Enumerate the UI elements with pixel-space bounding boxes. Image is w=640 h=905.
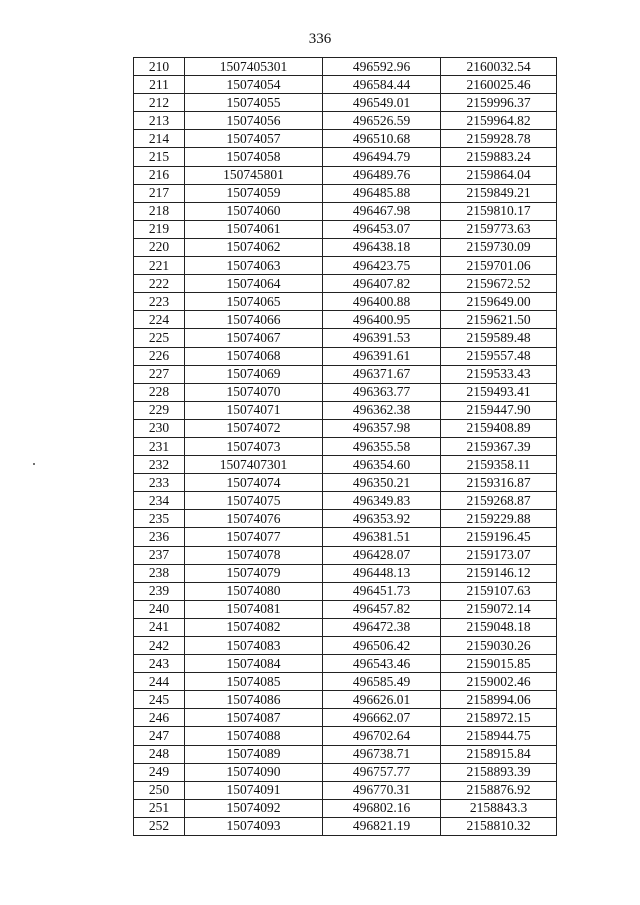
point-id-cell: 15074092 [185,799,323,817]
y-coordinate-cell: 2159048.18 [441,618,557,636]
row-number-cell: 250 [134,781,185,799]
table-row [134,58,557,76]
x-coordinate-cell: 496738.71 [323,745,441,763]
table-row [134,673,557,691]
x-coordinate-cell: 496438.18 [323,238,441,256]
point-id-cell: 15074080 [185,582,323,600]
point-id-cell: 15074063 [185,257,323,275]
point-id-cell: 15074061 [185,220,323,238]
table-row [134,691,557,709]
point-id-cell: 15074085 [185,673,323,691]
x-coordinate-cell: 496407.82 [323,275,441,293]
x-coordinate-cell: 496626.01 [323,691,441,709]
table-row [134,637,557,655]
y-coordinate-cell: 2159621.50 [441,311,557,329]
y-coordinate-cell: 2158810.32 [441,817,557,835]
table-row [134,257,557,275]
row-number-cell: 227 [134,365,185,383]
table-row [134,275,557,293]
y-coordinate-cell: 2158893.39 [441,763,557,781]
row-number-cell: 218 [134,202,185,220]
x-coordinate-cell: 496353.92 [323,510,441,528]
row-number-cell: 242 [134,637,185,655]
row-number-cell: 245 [134,691,185,709]
point-id-cell: 15074072 [185,419,323,437]
table-row [134,799,557,817]
table-row [134,238,557,256]
row-number-cell: 219 [134,220,185,238]
y-coordinate-cell: 2159030.26 [441,637,557,655]
table-row [134,546,557,564]
row-number-cell: 224 [134,311,185,329]
table-row [134,600,557,618]
row-number-cell: 252 [134,817,185,835]
point-id-cell: 15074058 [185,148,323,166]
x-coordinate-cell: 496363.77 [323,383,441,401]
row-number-cell: 229 [134,401,185,419]
row-number-cell: 215 [134,148,185,166]
table-row [134,709,557,727]
y-coordinate-cell: 2160025.46 [441,76,557,94]
table-row [134,437,557,455]
table-row [134,383,557,401]
x-coordinate-cell: 496662.07 [323,709,441,727]
x-coordinate-cell: 496821.19 [323,817,441,835]
table-row [134,202,557,220]
point-id-cell: 15074071 [185,401,323,419]
row-number-cell: 239 [134,582,185,600]
point-id-cell: 15074066 [185,311,323,329]
point-id-cell: 15074054 [185,76,323,94]
stray-mark [33,463,35,465]
table-row [134,510,557,528]
y-coordinate-cell: 2159533.43 [441,365,557,383]
y-coordinate-cell: 2159002.46 [441,673,557,691]
point-id-cell: 15074070 [185,383,323,401]
x-coordinate-cell: 496400.95 [323,311,441,329]
y-coordinate-cell: 2159964.82 [441,112,557,130]
x-coordinate-cell: 496423.75 [323,257,441,275]
y-coordinate-cell: 2159773.63 [441,220,557,238]
x-coordinate-cell: 496543.46 [323,655,441,673]
row-number-cell: 213 [134,112,185,130]
row-number-cell: 241 [134,618,185,636]
x-coordinate-cell: 496585.49 [323,673,441,691]
point-id-cell: 1507405301 [185,58,323,76]
point-id-cell: 15074076 [185,510,323,528]
row-number-cell: 246 [134,709,185,727]
point-id-cell: 15074078 [185,546,323,564]
x-coordinate-cell: 496391.61 [323,347,441,365]
y-coordinate-cell: 2159196.45 [441,528,557,546]
y-coordinate-cell: 2159730.09 [441,238,557,256]
point-id-cell: 15074086 [185,691,323,709]
x-coordinate-cell: 496770.31 [323,781,441,799]
y-coordinate-cell: 2159072.14 [441,600,557,618]
point-id-cell: 15074055 [185,94,323,112]
x-coordinate-cell: 496451.73 [323,582,441,600]
table-row [134,727,557,745]
y-coordinate-cell: 2159173.07 [441,546,557,564]
point-id-cell: 15074091 [185,781,323,799]
point-id-cell: 15074059 [185,184,323,202]
y-coordinate-cell: 2159107.63 [441,582,557,600]
y-coordinate-cell: 2159649.00 [441,293,557,311]
y-coordinate-cell: 2159864.04 [441,166,557,184]
table-row [134,148,557,166]
y-coordinate-cell: 2159015.85 [441,655,557,673]
table-row [134,817,557,835]
table-row [134,655,557,673]
point-id-cell: 15074056 [185,112,323,130]
x-coordinate-cell: 496802.16 [323,799,441,817]
table-row [134,329,557,347]
row-number-cell: 244 [134,673,185,691]
y-coordinate-cell: 2159146.12 [441,564,557,582]
point-id-cell: 15074089 [185,745,323,763]
table-row [134,419,557,437]
coordinates-table-body [134,58,557,836]
x-coordinate-cell: 496428.07 [323,546,441,564]
y-coordinate-cell: 2159701.06 [441,257,557,275]
point-id-cell: 15074073 [185,437,323,455]
point-id-cell: 15074069 [185,365,323,383]
y-coordinate-cell: 2159408.89 [441,419,557,437]
table-row [134,76,557,94]
row-number-cell: 225 [134,329,185,347]
point-id-cell: 15074068 [185,347,323,365]
x-coordinate-cell: 496349.83 [323,492,441,510]
y-coordinate-cell: 2159367.39 [441,437,557,455]
table-row [134,528,557,546]
y-coordinate-cell: 2159229.88 [441,510,557,528]
page-number: 336 [308,31,332,47]
y-coordinate-cell: 2158876.92 [441,781,557,799]
x-coordinate-cell: 496592.96 [323,58,441,76]
table-row [134,618,557,636]
row-number-cell: 251 [134,799,185,817]
point-id-cell: 15074065 [185,293,323,311]
row-number-cell: 247 [134,727,185,745]
x-coordinate-cell: 496448.13 [323,564,441,582]
point-id-cell: 1507407301 [185,456,323,474]
x-coordinate-cell: 496506.42 [323,637,441,655]
table-row [134,220,557,238]
row-number-cell: 232 [134,456,185,474]
x-coordinate-cell: 496549.01 [323,94,441,112]
row-number-cell: 210 [134,58,185,76]
row-number-cell: 233 [134,474,185,492]
table-row [134,166,557,184]
row-number-cell: 238 [134,564,185,582]
x-coordinate-cell: 496485.88 [323,184,441,202]
row-number-cell: 230 [134,419,185,437]
table-row [134,293,557,311]
x-coordinate-cell: 496457.82 [323,600,441,618]
table-row [134,582,557,600]
row-number-cell: 221 [134,257,185,275]
row-number-cell: 243 [134,655,185,673]
x-coordinate-cell: 496584.44 [323,76,441,94]
point-id-cell: 15074057 [185,130,323,148]
y-coordinate-cell: 2159996.37 [441,94,557,112]
table-row [134,94,557,112]
y-coordinate-cell: 2159358.11 [441,456,557,474]
x-coordinate-cell: 496489.76 [323,166,441,184]
row-number-cell: 237 [134,546,185,564]
x-coordinate-cell: 496467.98 [323,202,441,220]
row-number-cell: 217 [134,184,185,202]
x-coordinate-cell: 496371.67 [323,365,441,383]
table-row [134,763,557,781]
point-id-cell: 15074081 [185,600,323,618]
y-coordinate-cell: 2159849.21 [441,184,557,202]
point-id-cell: 15074064 [185,275,323,293]
point-id-cell: 15074074 [185,474,323,492]
x-coordinate-cell: 496381.51 [323,528,441,546]
y-coordinate-cell: 2158972.15 [441,709,557,727]
y-coordinate-cell: 2160032.54 [441,58,557,76]
y-coordinate-cell: 2159493.41 [441,383,557,401]
x-coordinate-cell: 496472.38 [323,618,441,636]
table-row [134,311,557,329]
row-number-cell: 222 [134,275,185,293]
point-id-cell: 15074077 [185,528,323,546]
point-id-cell: 15074082 [185,618,323,636]
y-coordinate-cell: 2159589.48 [441,329,557,347]
y-coordinate-cell: 2158915.84 [441,745,557,763]
row-number-cell: 212 [134,94,185,112]
table-row [134,401,557,419]
table-row [134,564,557,582]
table-row [134,781,557,799]
row-number-cell: 228 [134,383,185,401]
y-coordinate-cell: 2158944.75 [441,727,557,745]
point-id-cell: 15074083 [185,637,323,655]
table-row [134,130,557,148]
point-id-cell: 15074079 [185,564,323,582]
x-coordinate-cell: 496362.38 [323,401,441,419]
y-coordinate-cell: 2159268.87 [441,492,557,510]
row-number-cell: 240 [134,600,185,618]
row-number-cell: 231 [134,437,185,455]
table-row [134,474,557,492]
y-coordinate-cell: 2158994.06 [441,691,557,709]
point-id-cell: 15074075 [185,492,323,510]
x-coordinate-cell: 496757.77 [323,763,441,781]
table-row [134,492,557,510]
y-coordinate-cell: 2159316.87 [441,474,557,492]
table-row [134,184,557,202]
row-number-cell: 211 [134,76,185,94]
x-coordinate-cell: 496453.07 [323,220,441,238]
y-coordinate-cell: 2159810.17 [441,202,557,220]
y-coordinate-cell: 2159672.52 [441,275,557,293]
point-id-cell: 15074093 [185,817,323,835]
x-coordinate-cell: 496357.98 [323,419,441,437]
y-coordinate-cell: 2159928.78 [441,130,557,148]
x-coordinate-cell: 496494.79 [323,148,441,166]
row-number-cell: 236 [134,528,185,546]
row-number-cell: 235 [134,510,185,528]
x-coordinate-cell: 496510.68 [323,130,441,148]
x-coordinate-cell: 496354.60 [323,456,441,474]
row-number-cell: 248 [134,745,185,763]
row-number-cell: 249 [134,763,185,781]
point-id-cell: 150745801 [185,166,323,184]
point-id-cell: 15074067 [185,329,323,347]
coordinates-table [133,57,557,836]
x-coordinate-cell: 496400.88 [323,293,441,311]
x-coordinate-cell: 496702.64 [323,727,441,745]
y-coordinate-cell: 2159883.24 [441,148,557,166]
table-row [134,745,557,763]
y-coordinate-cell: 2159447.90 [441,401,557,419]
point-id-cell: 15074087 [185,709,323,727]
point-id-cell: 15074060 [185,202,323,220]
table-row [134,365,557,383]
row-number-cell: 226 [134,347,185,365]
point-id-cell: 15074090 [185,763,323,781]
x-coordinate-cell: 496526.59 [323,112,441,130]
x-coordinate-cell: 496391.53 [323,329,441,347]
row-number-cell: 223 [134,293,185,311]
row-number-cell: 216 [134,166,185,184]
point-id-cell: 15074088 [185,727,323,745]
x-coordinate-cell: 496355.58 [323,437,441,455]
table-row [134,347,557,365]
point-id-cell: 15074084 [185,655,323,673]
point-id-cell: 15074062 [185,238,323,256]
y-coordinate-cell: 2158843.3 [441,799,557,817]
row-number-cell: 234 [134,492,185,510]
table-row [134,112,557,130]
x-coordinate-cell: 496350.21 [323,474,441,492]
row-number-cell: 220 [134,238,185,256]
row-number-cell: 214 [134,130,185,148]
table-row [134,456,557,474]
y-coordinate-cell: 2159557.48 [441,347,557,365]
